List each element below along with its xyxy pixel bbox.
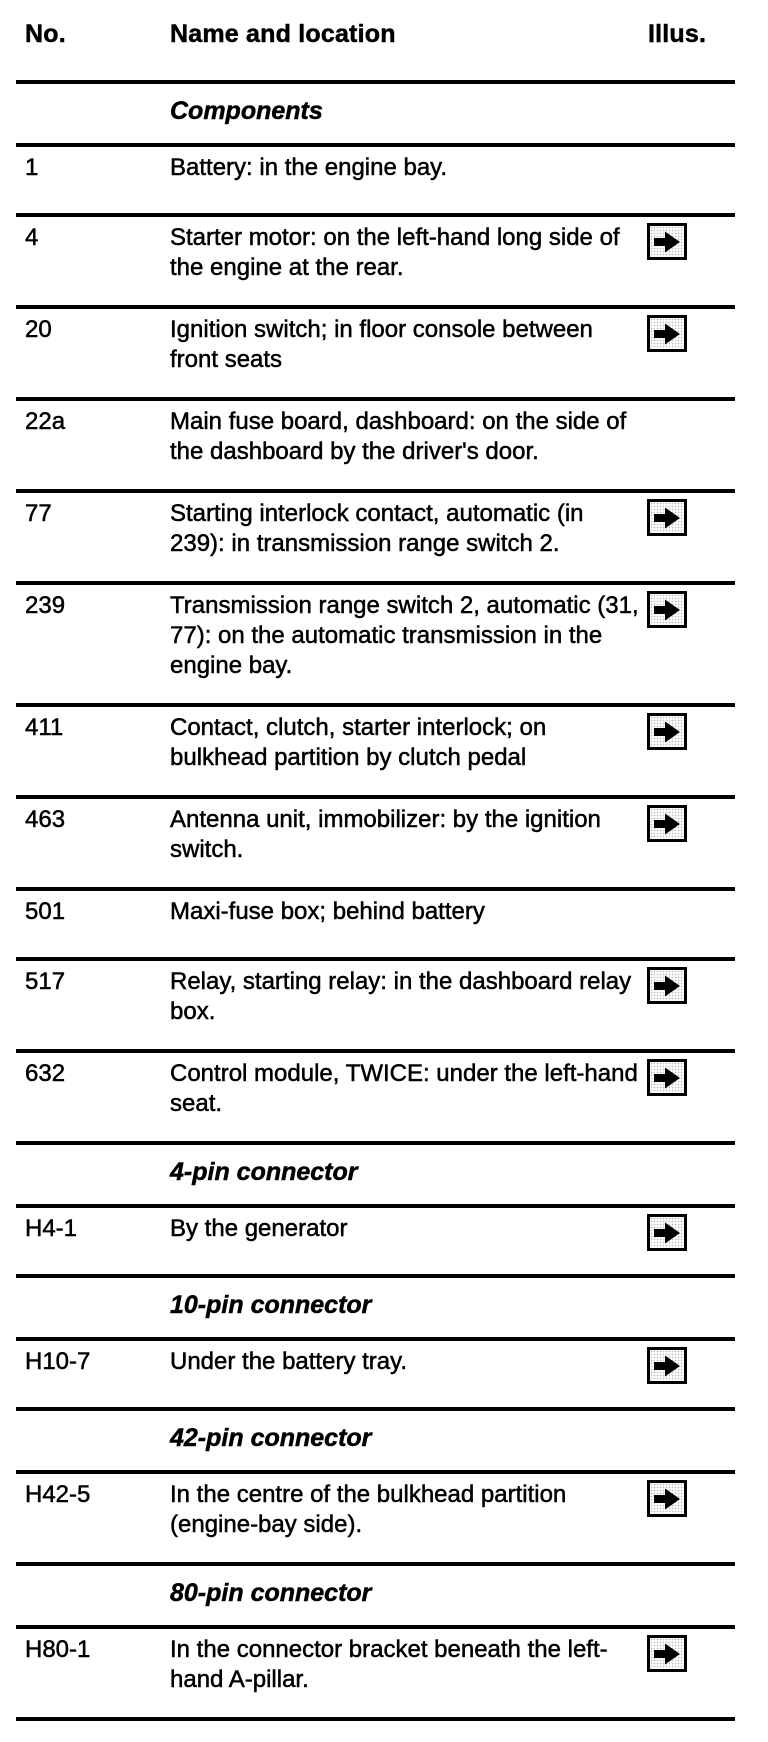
row-number-cell: 501 bbox=[25, 898, 66, 925]
row-description-cell: Maxi-fuse box; behind battery bbox=[170, 898, 485, 925]
illustration-link[interactable] bbox=[647, 223, 687, 260]
row-number-cell: 4 bbox=[25, 224, 39, 251]
illustration-link[interactable] bbox=[647, 1059, 687, 1096]
row-number-cell: H42-5 bbox=[25, 1481, 91, 1508]
section-row bbox=[16, 1141, 735, 1204]
illustration-link[interactable] bbox=[647, 315, 687, 352]
section-row bbox=[16, 1562, 735, 1625]
table-row bbox=[16, 1204, 735, 1274]
row-illus-cell bbox=[642, 897, 735, 935]
arrow-right-icon bbox=[653, 1353, 681, 1379]
arrow-right-icon bbox=[653, 811, 681, 837]
table-row bbox=[16, 957, 735, 1049]
arrow-right-icon bbox=[653, 321, 681, 347]
section-title: 80-pin connector bbox=[170, 1579, 372, 1607]
illustration-link[interactable] bbox=[647, 591, 687, 628]
arrow-right-icon bbox=[653, 229, 681, 255]
row-description-cell: Antenna unit, immobilizer: by the ignition switch. bbox=[170, 806, 601, 863]
arrow-right-icon bbox=[653, 1065, 681, 1091]
row-illus-cell bbox=[642, 1480, 735, 1540]
arrow-right-icon bbox=[653, 1641, 681, 1667]
table-row bbox=[16, 887, 735, 957]
row-description-cell: Main fuse board, dashboard: on the side of the dashboard by the driver's door. bbox=[170, 408, 627, 465]
section-row bbox=[16, 1274, 735, 1337]
section-title: 42-pin connector bbox=[170, 1424, 372, 1452]
row-description-cell: Control module, TWICE: under the left-hand seat. bbox=[170, 1060, 638, 1117]
arrow-right-icon bbox=[653, 1220, 681, 1246]
illustration-link[interactable] bbox=[647, 713, 687, 750]
row-number-cell: 463 bbox=[25, 806, 66, 833]
illustration-link[interactable] bbox=[647, 1635, 687, 1672]
table-row bbox=[16, 489, 735, 581]
illustration-link[interactable] bbox=[647, 1347, 687, 1384]
table-row bbox=[16, 1337, 735, 1407]
row-description-cell: Under the battery tray. bbox=[170, 1348, 407, 1375]
section-title: 10-pin connector bbox=[170, 1291, 372, 1319]
arrow-right-icon bbox=[653, 505, 681, 531]
table-row bbox=[16, 1049, 735, 1141]
row-number-cell: 77 bbox=[25, 500, 52, 527]
row-illus-cell bbox=[642, 805, 735, 865]
table-row bbox=[16, 213, 735, 305]
arrow-right-icon bbox=[653, 597, 681, 623]
row-description-cell: By the generator bbox=[170, 1215, 348, 1242]
table-row bbox=[16, 1470, 735, 1562]
row-number-cell: 20 bbox=[25, 316, 52, 343]
table-row bbox=[16, 1625, 735, 1717]
row-illus-cell bbox=[642, 223, 735, 283]
row-illus-cell bbox=[642, 1635, 735, 1695]
row-number-cell: 1 bbox=[25, 154, 39, 181]
table-header-row bbox=[16, 0, 735, 80]
row-illus-cell bbox=[642, 713, 735, 773]
row-illus-cell bbox=[642, 407, 735, 467]
row-description-cell: Battery: in the engine bay. bbox=[170, 154, 448, 181]
row-number-cell: 239 bbox=[25, 592, 66, 619]
row-number-cell: 632 bbox=[25, 1060, 66, 1087]
row-illus-cell bbox=[642, 153, 735, 191]
illustration-link[interactable] bbox=[647, 1480, 687, 1517]
arrow-right-icon bbox=[653, 973, 681, 999]
column-header-name-location: Name and location bbox=[170, 20, 396, 48]
row-number-cell: 517 bbox=[25, 968, 66, 995]
table-row bbox=[16, 143, 735, 213]
row-number-cell: 411 bbox=[25, 714, 64, 741]
row-description-cell: Starter motor: on the left-hand long side of the engine at the rear. bbox=[170, 224, 620, 281]
row-illus-cell bbox=[642, 967, 735, 1027]
table-row bbox=[16, 703, 735, 795]
section-title: 4-pin connector bbox=[170, 1158, 358, 1186]
table-row bbox=[16, 795, 735, 887]
table-row bbox=[16, 397, 735, 489]
arrow-right-icon bbox=[653, 1486, 681, 1512]
row-illus-cell bbox=[642, 591, 735, 681]
row-illus-cell bbox=[642, 499, 735, 559]
section-row bbox=[16, 80, 735, 143]
illustration-link[interactable] bbox=[647, 499, 687, 536]
component-table bbox=[16, 0, 735, 1721]
row-description-cell: Relay, starting relay: in the dashboard relay box. bbox=[170, 968, 632, 1025]
illustration-link[interactable] bbox=[647, 805, 687, 842]
column-header-illus: Illus. bbox=[648, 20, 707, 48]
row-illus-cell bbox=[642, 1059, 735, 1119]
row-number-cell: H10-7 bbox=[25, 1348, 91, 1375]
illustration-link[interactable] bbox=[647, 967, 687, 1004]
illustration-link[interactable] bbox=[647, 1214, 687, 1251]
row-description-cell: Transmission range switch 2, automatic (31, 77): on the automatic transmission in the engine bay. bbox=[170, 592, 639, 679]
section-row bbox=[16, 1407, 735, 1470]
table-row bbox=[16, 581, 735, 703]
row-description-cell: In the centre of the bulkhead partition (engine-bay side). bbox=[170, 1481, 567, 1538]
row-description-cell: Starting interlock contact, automatic (in 239): in transmission range switch 2. bbox=[170, 500, 584, 557]
rows bbox=[16, 80, 735, 1717]
column-header-no: No. bbox=[25, 20, 66, 48]
table-bottom-rule bbox=[16, 1717, 735, 1721]
row-description-cell: Contact, clutch, starter interlock; on bulkhead partition by clutch pedal bbox=[170, 714, 547, 771]
row-illus-cell bbox=[642, 1347, 735, 1385]
section-title: Components bbox=[170, 97, 323, 125]
row-number-cell: 22a bbox=[25, 408, 66, 435]
row-description-cell: Ignition switch; in floor console between front seats bbox=[170, 316, 593, 373]
row-number-cell: H4-1 bbox=[25, 1215, 78, 1242]
row-illus-cell bbox=[642, 1214, 735, 1252]
row-illus-cell bbox=[642, 315, 735, 375]
arrow-right-icon bbox=[653, 719, 681, 745]
table-row bbox=[16, 305, 735, 397]
row-description-cell: In the connector bracket beneath the left-hand A-pillar. bbox=[170, 1636, 608, 1693]
row-number-cell: H80-1 bbox=[25, 1636, 91, 1663]
